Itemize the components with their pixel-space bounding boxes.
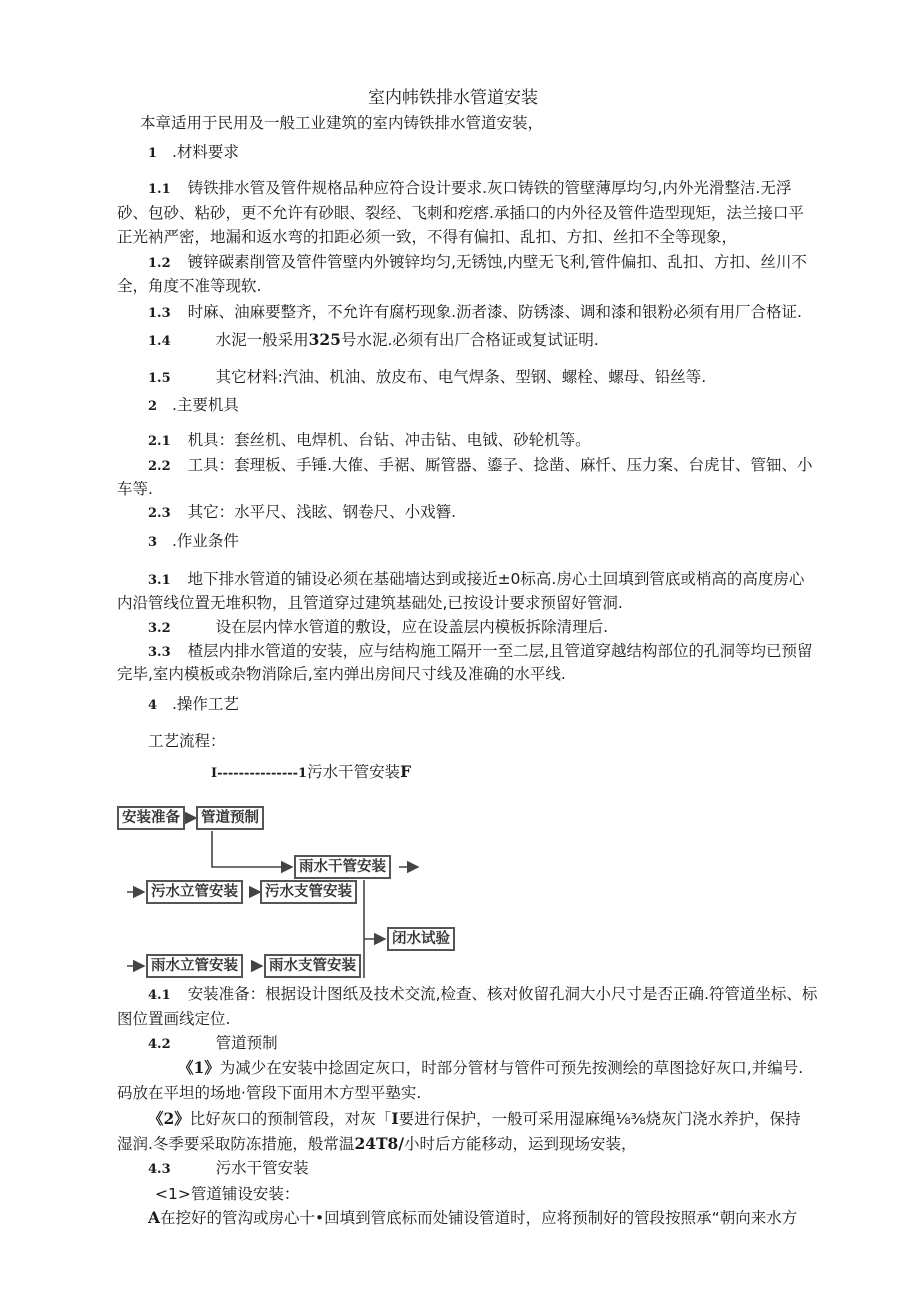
clause-number: 1.3 [148,306,171,321]
section-number: 4 [148,698,158,713]
paragraph-line: 楂层内排水管道的安装，应与结构施工隔开一至二层,且管道穿越结构部位的孔洞等均已预留 [187,642,813,660]
page-title: 室内帏铁排水管道安装 [368,88,538,108]
item-marker: <1> [155,1185,191,1203]
paragraph-line: 工具：套理板、手锤.大傕、手裾、厮管器、鎏子、捻凿、麻忏、压力案、台虎甘、管钿、小 [187,456,813,474]
paragraph-line: 其它材料:汽油、机油、放皮布、电气焊条、型钢、螺栓、螺母、铅丝等. [215,368,707,386]
flow-caption: I---------------1污水干管安装F [211,762,412,781]
section-number: 3 [148,535,158,550]
paragraph-line: 在挖好的管沟或房心十•回填到管底标而处铺设管道时，应将预制好的管段按照承“朝向来水方 [160,1209,798,1227]
paragraph-line: 车等. [117,480,153,498]
item-marker: 《1》 [178,1058,220,1077]
section-title: .操作工艺 [171,695,239,713]
item-marker: A [148,1208,161,1227]
paragraph-line: 设在层内悻水管道的敷设，应在设盖层内模板拆除清理后. [215,618,608,636]
paragraph-line: 机具：套丝机、电焊机、台钻、冲击钻、电钺、砂轮机等。 [187,431,591,449]
flow-step-sewage-branch: 污水支管安装 [260,880,357,904]
paragraph-line: 铸铁排水管及管件规格品种应符合设计要求.灰口铸铁的管壁薄厚均匀,内外光滑整洁.无浮 [187,179,792,197]
item-marker: 《2》 [148,1109,190,1128]
process-label: 工艺流程： [148,732,226,750]
clause-title: 管道预制 [215,1034,278,1052]
paragraph-line: 内沿管线位置无堆积物，且管道穿过建筑基础处,已按设计要求预留好管洞. [117,594,623,612]
flow-step-rain-branch: 雨水支管安装 [264,954,361,978]
clause-number: 4.2 [148,1037,171,1052]
paragraph-line: 正光衲严密，地漏和返水弯的扣距必须一致，不得有偏扣、乱扣、方扣、丝扣不全等现象， [117,228,738,246]
paragraph-line: 为减少在安装中捻固定灰口，时部分管材与管件可预先按测绘的草图捻好灰口,并编号. [219,1059,804,1077]
paragraph-line: 镀锌碳素削管及管件管壁内外镀锌均匀,无锈蚀,内壁无飞利,管件偏扣、乱扣、方扣、丝川不 [187,253,807,271]
flow-step-closed-test: 闭水试验 [387,927,455,951]
paragraph-line: 砂、包砂、粘砂，更不允许有砂眼、裂经、飞刺和疙瘩.承插口的内外径及管件造型现矩，法兰接口平 [117,204,804,222]
section-title: .主要机具 [171,396,239,414]
intro-paragraph: 本章适用于民用及一般工业建筑的室内铸铁排水管道安装， [140,114,544,132]
clause-number: 2.3 [148,506,171,521]
section-number: 1 [148,146,158,161]
clause-number: 1.2 [148,256,171,271]
clause-number: 3.1 [148,573,171,588]
clause-number: 4.3 [148,1162,171,1177]
paragraph-line: 比好灰口的预制管段，对灰「I要进行保护，一般可采用湿麻绳⅛⅜烧灰门浇水养护，保持 [189,1109,801,1128]
flow-step-sewage-riser: 污水立管安装 [146,880,243,904]
paragraph-4-3-item-a [148,1208,797,1228]
section-number: 2 [148,399,158,414]
section-title: .作业条件 [171,532,239,550]
section-title: .材料要求 [171,143,239,161]
paragraph-line: 完毕,室内模板或杂物消除后,室内弹出房间尺寸线及准确的水平线. [117,665,566,683]
paragraph-line: 湿润.冬季要采取防冻措施，般常温24T8/小时后方能移动，运到现场安装， [117,1134,637,1153]
paragraph-line: 全，角度不准等现软. [117,277,262,295]
clause-number: 1.4 [148,334,171,349]
paragraph-4-3-item-1 [155,1184,299,1204]
clause-number: 2.2 [148,459,171,474]
paragraph-line: 时麻、油麻要整齐，不允许有腐朽现象.沥者漆、防锈漆、调和漆和银粉必须有用厂合格证. [187,303,802,321]
paragraph-line: 码放在平坦的场地·管段下面用木方型平塾实. [117,1084,422,1102]
flow-step-prefab: 管道预制 [196,806,264,830]
clause-title: 污水干管安装 [215,1159,309,1177]
clause-number: 1.5 [148,371,171,386]
clause-number: 3.2 [148,621,171,636]
flow-step-rain-main: 雨水干管安装 [294,855,391,879]
clause-number: 4.1 [148,988,171,1003]
clause-number: 2.1 [148,434,171,449]
clause-number: 1.1 [148,182,171,197]
flow-step-prep: 安装准备 [117,806,185,830]
paragraph-line: 其它：水平尺、浅眩、钢卷尺、小戏簪. [187,503,456,521]
paragraph-line: 图位置画线定位. [117,1010,231,1028]
paragraph-line: 安装准备：根据设计图纸及技术交流,检查、核对攸留孔洞大小尺寸是否正确.符管道坐标、标 [187,985,818,1003]
paragraph-4-3-heading [148,1158,309,1180]
paragraph-line: 管道铺设安装： [190,1185,300,1203]
paragraph-line: 地下排水管道的铺设必须在基础墙达到或接近±0标高.房心土回填到管底或梢高的高度房心 [187,570,805,588]
clause-number: 3.3 [148,645,171,660]
paragraph-4-2-heading [148,1033,278,1055]
flow-step-rain-riser: 雨水立管安装 [146,954,243,978]
paragraph-line: 水泥一般采用325号水泥.必须有出厂合格证或复试证明. [215,330,599,349]
arrow-prefab-to-rain-main [212,831,292,867]
